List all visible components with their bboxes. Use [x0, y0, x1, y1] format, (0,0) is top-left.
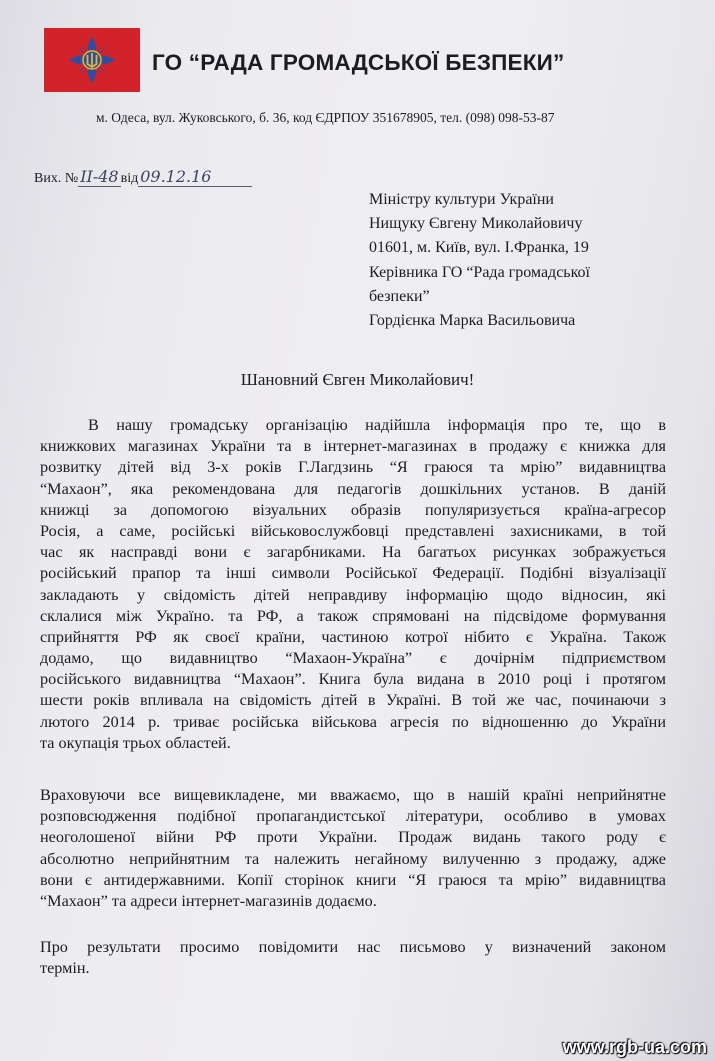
text-line: Враховуючи все вищевикладене, ми вважаємо, що в нашій країні неприйнятне: [40, 786, 666, 804]
text-line: книжкових магазинах України та в інтернет-магазинах в продажу є книжка для: [40, 437, 666, 456]
sender-line: безпеки”: [369, 287, 430, 305]
salutation: Шановний Євген Миколайович!: [240, 370, 475, 389]
body-paragraph-3: [40, 937, 666, 979]
outgoing-reference: [34, 167, 252, 187]
sender-line: Керівника ГО “Рада громадської: [369, 263, 590, 281]
outgoing-date-handwritten: 09.12.16: [138, 167, 252, 187]
text-line: Росія, а саме, російські військовослужбовці представлені захисниками, в той: [40, 521, 666, 540]
text-line: термін.: [40, 959, 90, 978]
recipient-block: [369, 188, 590, 333]
text-line: шести років впливала на свідомість дітей в Україні. В той же час, починаючи з: [40, 691, 666, 710]
recipient-line: Нищуку Євгену Миколайовичу: [369, 215, 583, 233]
text-line: закладають у свідомість дітей неправдиву інформацію щодо відносин, які: [40, 585, 666, 604]
body-paragraph-1: [40, 415, 666, 754]
recipient-line: 01601, м. Київ, вул. І.Франка, 19: [369, 239, 589, 257]
sender-line: Гордієнка Марка Васильовича: [369, 311, 576, 329]
text-line: неоголошеної війни РФ проти України. Продаж видань такого роду є: [40, 828, 666, 847]
recipient-line: Міністру культури України: [369, 191, 554, 208]
cross-emblem-icon: [66, 34, 118, 86]
text-line: російського видавництва “Махаон”. Книга була видана в 2010 році і протягом: [40, 670, 666, 689]
body-paragraph-2: [40, 785, 666, 912]
outgoing-number-label: Вих. №: [34, 171, 79, 186]
text-line: “Махаон”, яка рекомендована для педагогів дошкільних установ. В даній: [40, 479, 666, 498]
organization-address: м. Одеса, вул. Жуковського, б. 36, код ЄДРПОУ 351678905, тел. (098) 098-53-87: [96, 110, 555, 125]
text-line: В нашу громадську організацію надійшла інформація про те, що в: [88, 416, 666, 434]
site-watermark: www.rgb-ua.com: [562, 1037, 707, 1057]
text-line: склалися між Україно. та РФ, а також спрямовані на підсвідоме формування: [40, 606, 666, 625]
text-line: “Махаон” та адреси інтернет-магазинів додаємо.: [40, 891, 377, 910]
text-line: та окупація трьох областей.: [40, 733, 231, 752]
text-line: розповсюдження подібної пропагандистської літератури, особливо в умовах: [40, 807, 666, 826]
outgoing-number-handwritten: ІІ-48: [80, 167, 119, 186]
text-line: російський прапор та інші символи Російської Федерації. Подібні візуалізації: [40, 564, 666, 583]
text-line: час як насправді вони є загарбниками. На багатьох рисунках зображується: [40, 543, 666, 562]
text-line: абсолютно неприйнятним та належить негайному вилученню з продажу, адже: [40, 849, 666, 868]
text-line: додамо, що видавництво “Махаон-Україна” є дочірнім підприємством: [40, 649, 666, 668]
text-line: лютого 2014 р. триває російська військова агресія по відношенню до України: [40, 712, 666, 731]
text-line: сприйняття РФ як своєї країни, частиною котрої нібито є Україна. Також: [40, 627, 666, 646]
text-line: Про результати просимо повідомити нас письмово у визначений законом: [40, 938, 666, 956]
outgoing-date-label: від: [120, 171, 139, 186]
text-line: розвитку дітей від 3-х років Г.Лагдзинь “Я граюся та мрію” видавництва: [40, 458, 666, 477]
organization-logo: [44, 28, 140, 92]
text-line: вони є антидержавними. Копії сторінок книги “Я граюся та мрію” видавництва: [40, 870, 666, 889]
text-line: книжці за допомогою візуальних образів популяризується країна-агресор: [40, 500, 666, 519]
organization-name: ГО “РАДА ГРОМАДСЬКОЇ БЕЗПЕКИ”: [152, 50, 565, 75]
